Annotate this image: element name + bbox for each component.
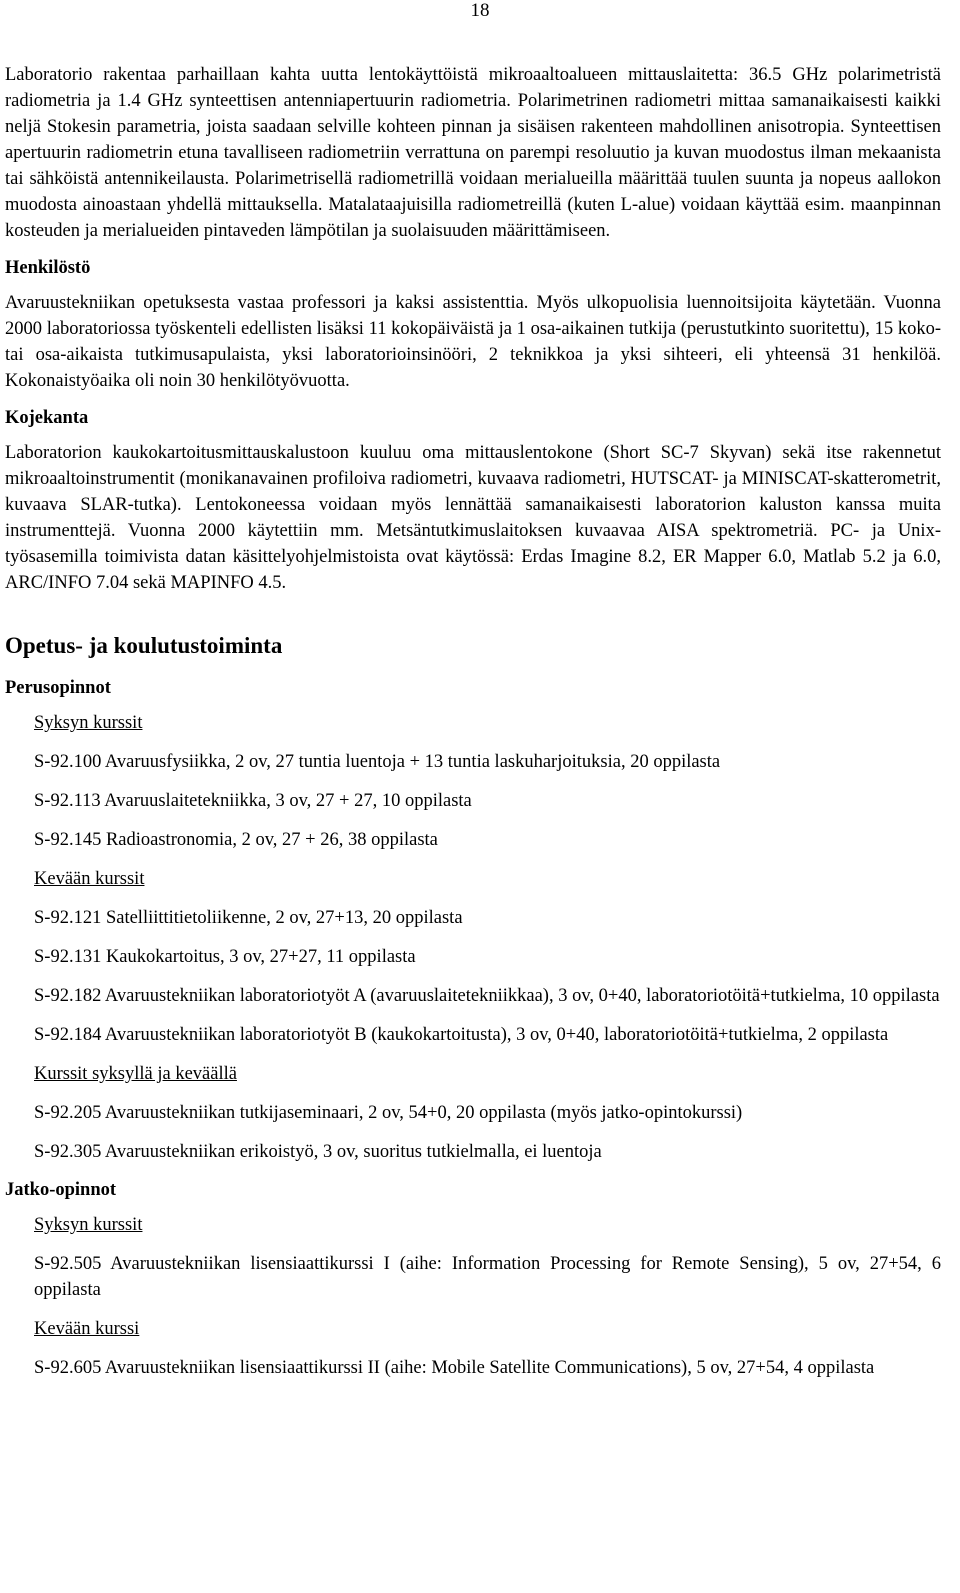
- opetus-heading: Opetus- ja koulutustoiminta: [5, 633, 283, 658]
- document-body: [5, 62, 941, 1394]
- course-item: S-92.305 Avaruustekniikan erikoistyö, 3 ov, suoritus tutkielmalla, ei luentoja: [34, 1142, 602, 1162]
- perus-kevat-label: Kevään kurssit: [34, 869, 145, 889]
- henkilosto-heading: Henkilöstö: [5, 258, 91, 278]
- kojekanta-heading: Kojekanta: [5, 408, 89, 428]
- course-item: S-92.184 Avaruustekniikan laboratoriotyöt B (kaukokartoitusta), 3 ov, 0+40, laboratoriotöitä+tutkielma, 2 oppilasta: [34, 1025, 889, 1045]
- course-item: S-92.145 Radioastronomia, 2 ov, 27 + 26, 38 oppilasta: [34, 830, 438, 850]
- jatko-kevat-label: Kevään kurssi: [34, 1319, 140, 1339]
- page-number: 18: [470, 0, 490, 21]
- course-item: S-92.182 Avaruustekniikan laboratoriotyöt A (avaruuslaitetekniikkaa), 3 ov, 0+40, laboratoriotöitä+tutkielma, 10 oppilasta: [34, 986, 940, 1006]
- course-item: S-92.113 Avaruuslaitetekniikka, 3 ov, 27 + 27, 10 oppilasta: [34, 791, 472, 811]
- henkilosto-paragraph: Avaruustekniikan opetuksesta vastaa professori ja kaksi assistenttia. Myös ulkopuolisia luennoitsijoita käytetään. Vuonna 2000 laboratoriossa työskenteli edellisten lisäksi 11 kokopäiväistä ja 1 osa-aikainen tutkija (perustutkinto suoritettu), 15 koko- tai osa-aikaista tutkimusapulaista, yksi laboratorioinsinööri, 2 teknikkoa ja yksi sihteeri, eli yhteensä 31 henkilöä. Kokonaistyöaika oli noin 30 henkilötyövuotta.: [5, 293, 941, 391]
- perusopinnot-heading: Perusopinnot: [5, 678, 111, 698]
- course-item: S-92.605 Avaruustekniikan lisensiaattikurssi II (aihe: Mobile Satellite Communications), 5 ov, 27+54, 4 oppilasta: [34, 1358, 875, 1378]
- perus-molemmat-label: Kurssit syksyllä ja keväällä: [34, 1064, 237, 1084]
- course-item: S-92.505 Avaruustekniikan lisensiaattikurssi I (aihe: Information Processing for Remote Sensing), 5 ov, 27+54, 6 oppilasta: [34, 1254, 941, 1300]
- course-item: S-92.131 Kaukokartoitus, 3 ov, 27+27, 11 oppilasta: [34, 947, 416, 967]
- kojekanta-paragraph: Laboratorion kaukokartoitusmittauskalustoon kuuluu oma mittauslentokone (Short SC-7 Skyvan) sekä itse rakennetut mikroaaltoinstrumentit (monikanavainen profiloiva radiometri, kuvaava radiometri, HUTSCAT- ja MINISCAT-skatterometrit, kuvaava SLAR-tutka). Lentokoneessa voidaan myös lennättää samanaikaisesti laboratorion kaluston kanssa muita instrumenttejä. Vuonna 2000 käytettiin mm. Metsäntutkimuslaitoksen kuvaavaa AISA spektrometriä. PC- ja Unix-työsasemilla toimivista datan käsittelyohjelmistoista ovat käytössä: Erdas Imagine 8.2, ER Mapper 6.0, Matlab 5.2 ja 6.0, ARC/INFO 7.04 sekä MAPINFO 4.5.: [5, 443, 941, 593]
- jatko-heading: Jatko-opinnot: [5, 1180, 117, 1200]
- intro-paragraph: Laboratorio rakentaa parhaillaan kahta uutta lentokäyttöistä mikroaaltoalueen mittauslaitetta: 36.5 GHz polarimetristä radiometria ja 1.4 GHz synteettisen antenniapertuurin radiometria. Polarimetrinen radiometri mittaa samanaikaisesti kaikki neljä Stokesin parametria, joista saadaan selville kohteen pinnan ja sisäisen rakenteen mahdollinen anisotropia. Synteettisen apertuurin radiometrin etuna tavalliseen radiometriin verrattuna on parempi resoluutio ja kuvan muodostus ilman mekaanista tai sähköistä antennikeilausta. Polarimetrisellä radiometrillä voidaan merialueilla määrittää tuulen suunta ja nopeus aallokon muodosta ainoastaan yhdellä mittauksella. Matalataajuisilla radiometreillä (kuten L-alue) voidaan käyttää esim. maanpinnan kosteuden ja merialueiden pintaveden lämpötilan ja suolaisuuden määrittämiseen.: [5, 65, 941, 241]
- course-item: S-92.100 Avaruusfysiikka, 2 ov, 27 tuntia luentoja + 13 tuntia laskuharjoituksia, 20 oppilasta: [34, 752, 721, 772]
- perus-syksy-label: Syksyn kurssit: [34, 713, 143, 733]
- jatko-syksy-label: Syksyn kurssit: [34, 1215, 143, 1235]
- course-item: S-92.205 Avaruustekniikan tutkijaseminaari, 2 ov, 54+0, 20 oppilasta (myös jatko-opintokurssi): [34, 1103, 743, 1123]
- course-item: S-92.121 Satelliittitietoliikenne, 2 ov, 27+13, 20 oppilasta: [34, 908, 463, 928]
